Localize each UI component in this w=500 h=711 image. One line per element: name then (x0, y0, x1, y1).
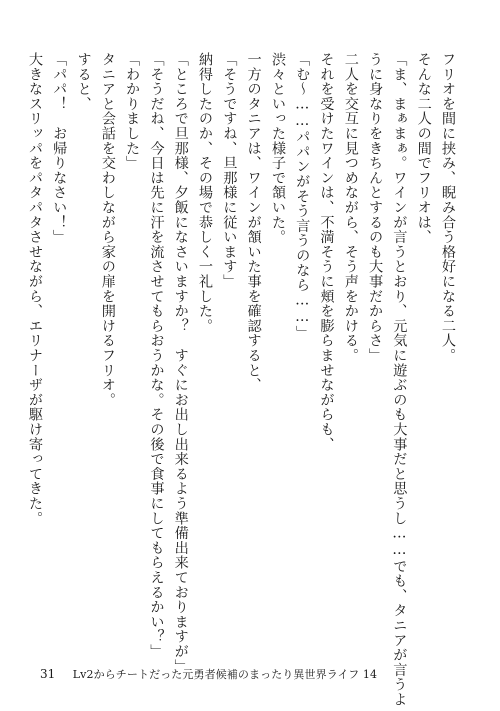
text-line: 納得したのか、その場で恭しく一礼した。 (197, 52, 214, 334)
text-line: 「ま、まぁまぁ。ワインが言うとおり、元気に遊ぶのも大事だと思うし……でも、タニアが言うよ (391, 52, 408, 707)
running-title: Lv2からチートだった元勇者候補のまったり異世界ライフ 14 (72, 668, 378, 681)
text-line: 大きなスリッパをパタパタさせながら、エリナーザが駆け寄ってきた。 (26, 52, 43, 526)
text-line: それを受けたワインは、不満そうに頬を膨らませながらも、 (318, 52, 335, 452)
text-line: 「む～……パパンがそう言うのなら……」 (294, 52, 311, 341)
text-line: 「そうですね、旦那様に従います」 (221, 52, 238, 289)
text-line: 「そうだね、今日は先に汗を流させてもらおうかな。その後で食事にしてもらえるかい？」 (148, 52, 165, 659)
text-line: うに身なりをきちんとするのも大事だからさ」 (367, 52, 384, 363)
text-line: タニアと会話を交わしながら家の扉を開けるフリオ。 (99, 52, 116, 408)
page-number: 31 (40, 667, 56, 681)
text-line: 「わかりました」 (124, 52, 141, 171)
text-line: 「パパ！ お帰りなさい！」 (51, 52, 68, 245)
page-footer (40, 665, 460, 683)
text-line: 「ところで旦那様、夕飯になさいますか？ すぐにお出し出来るよう準備出来ておりますが」 (172, 52, 189, 674)
text-line: すると、 (75, 52, 92, 112)
text-line: 渋々といった様子で頷いた。 (269, 52, 286, 245)
text-line: そんな二人の間でフリオは、 (415, 52, 432, 245)
text-line: 一方のタニアは、ワインが頷いた事を確認すると、 (245, 52, 262, 393)
text-line: フリオを間に挟み、睨み合う格好になる二人。 (440, 52, 456, 363)
text-line: 二人を交互に見つめながら、そう声をかける。 (342, 52, 359, 363)
